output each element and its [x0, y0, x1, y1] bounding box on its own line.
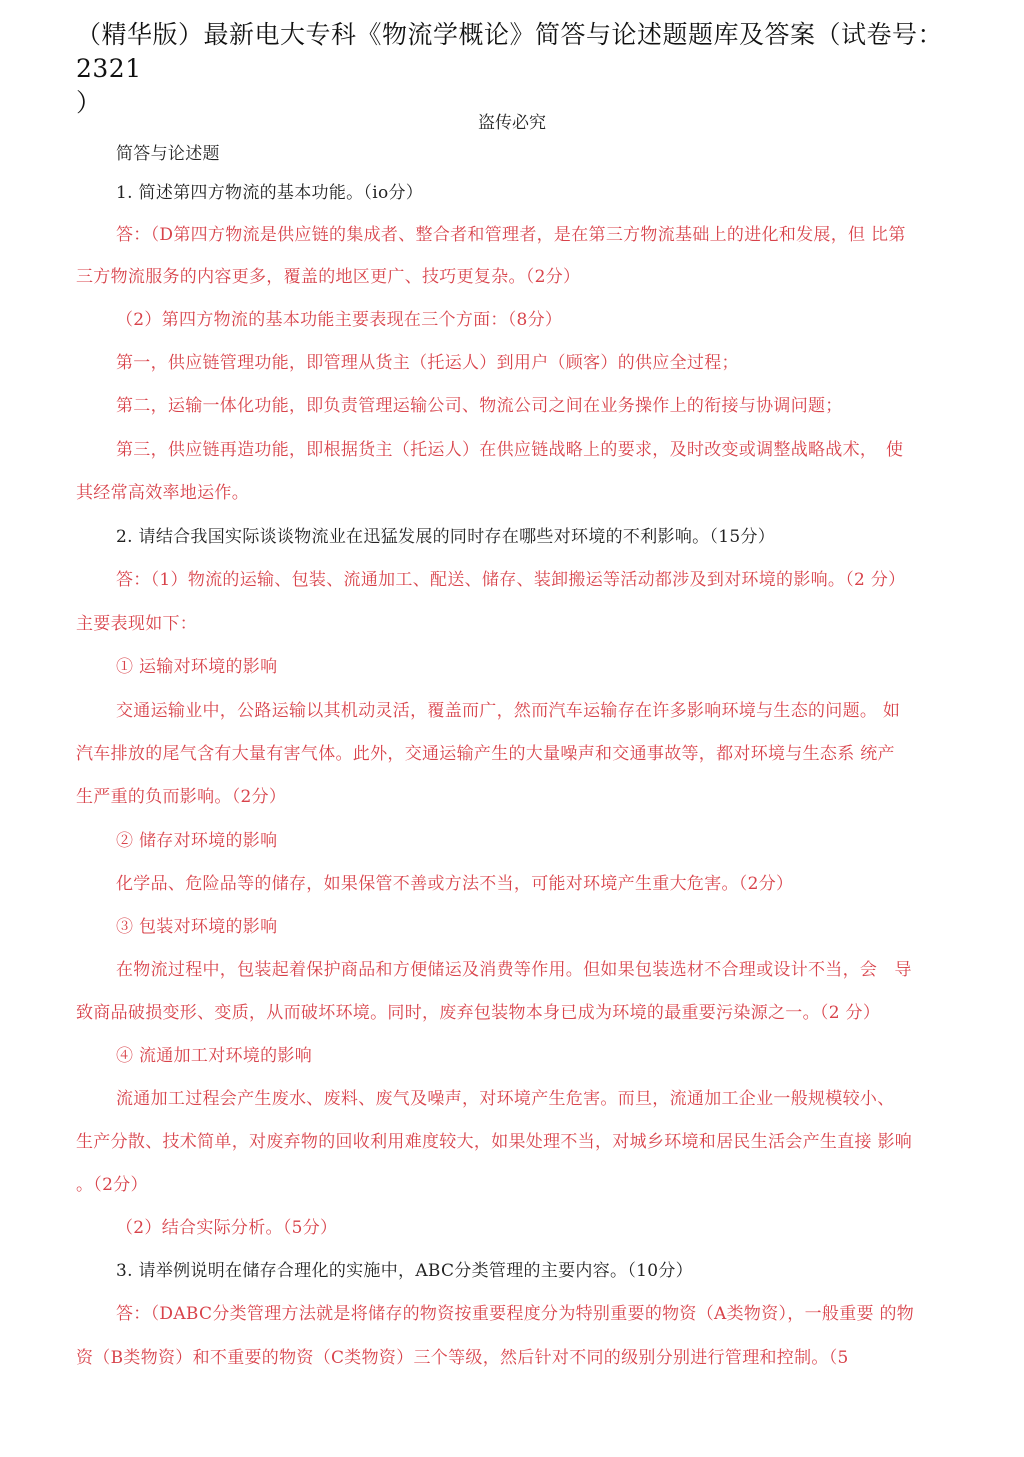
answer-line: 第一，供应链管理功能，即管理从货主（托运人）到用户（顾客）的供应全过程； [116, 353, 739, 373]
answer-subheading: ① 运输对环境的影响 [116, 657, 278, 677]
question-2: 2. 请结合我国实际谈谈物流业在迅猛发展的同时存在哪些对环境的不利影响。（15分） [116, 527, 776, 547]
answer-line: 三方物流服务的内容更多，覆盖的地区更广、技巧更复杂。（2分） [76, 267, 581, 287]
answer-line: 资（B类物资）和不重要的物资（C类物资）三个等级，然后针对不同的级别分别进行管理和控制。（5 [76, 1348, 849, 1368]
answer-line: 答：（1）物流的运输、包装、流通加工、配送、储存、装卸搬运等活动都涉及到对环境的影响。（2 分） [116, 570, 906, 590]
answer-line: （2）第四方物流的基本功能主要表现在三个方面：（8分） [116, 310, 563, 330]
answer-line: 生严重的负而影响。（2分） [76, 787, 287, 807]
answer-line: 第二，运输一体化功能，即负责管理运输公司、物流公司之间在业务操作上的衔接与协调问题； [116, 396, 843, 416]
answer-line: 主要表现如下： [76, 614, 198, 634]
answer-line: 答：（DABC分类管理方法就是将储存的物资按重要程度分为特别重要的物资（A类物资），一般重要 的物 [116, 1304, 915, 1324]
question-3: 3. 请举例说明在储存合理化的实施中，ABC分类管理的主要内容。（10分） [116, 1261, 693, 1281]
answer-line: 在物流过程中，包装起着保护商品和方便储运及消费等作用。但如果包装选材不合理或设计不当，会 导 [116, 960, 912, 980]
copyright-notice: 盗传必究 [478, 113, 546, 133]
document-title [76, 18, 966, 120]
answer-line: 答：（D第四方物流是供应链的集成者、整合者和管理者，是在第三方物流基础上的进化和发展，但 比第 [116, 225, 906, 245]
section-heading: 简答与论述题 [116, 144, 220, 164]
title-line-1: （精华版）最新电大专科《物流学概论》简答与论述题题库及答案（试卷号：2321 [76, 20, 944, 83]
answer-subheading: ③ 包装对环境的影响 [116, 917, 278, 937]
answer-subheading: ② 储存对环境的影响 [116, 831, 278, 851]
answer-line: 。（2分） [76, 1175, 148, 1195]
question-1: 1. 简述第四方物流的基本功能。（io分） [116, 183, 424, 203]
title-line-2: ） [76, 88, 102, 117]
answer-line: （2）结合实际分析。（5分） [116, 1218, 338, 1238]
answer-line: 致商品破损变形、变质，从而破坏环境。同时，废弃包装物本身已成为环境的最重要污染源之一。（2 分） [76, 1003, 881, 1023]
answer-subheading: ④ 流通加工对环境的影响 [116, 1046, 313, 1066]
answer-line: 流通加工过程会产生废水、废料、废气及噪声，对环境产生危害。而旦，流通加工企业一般规模较小、 [116, 1089, 895, 1109]
answer-line: 化学品、危险品等的储存，如果保管不善或方法不当，可能对环境产生重大危害。（2分） [116, 874, 794, 894]
answer-line: 交通运输业中，公路运输以其机动灵活，覆盖而广，然而汽车运输存在许多影响环境与生态的问题。 如 [116, 701, 901, 721]
answer-line: 第三，供应链再造功能，即根据货主（托运人）在供应链战略上的要求，及时改变或调整战略战术， 使 [116, 440, 904, 460]
answer-line: 其经常高效率地运作。 [76, 483, 249, 503]
answer-line: 生产分散、技术简单，对废弃物的回收利用难度较大，如果处理不当，对城乡环境和居民生活会产生直接 影响 [76, 1132, 913, 1152]
answer-line: 汽车排放的尾气含有大量有害气体。此外，交通运输产生的大量噪声和交通事故等，都对环境与生态系 统产 [76, 744, 895, 764]
